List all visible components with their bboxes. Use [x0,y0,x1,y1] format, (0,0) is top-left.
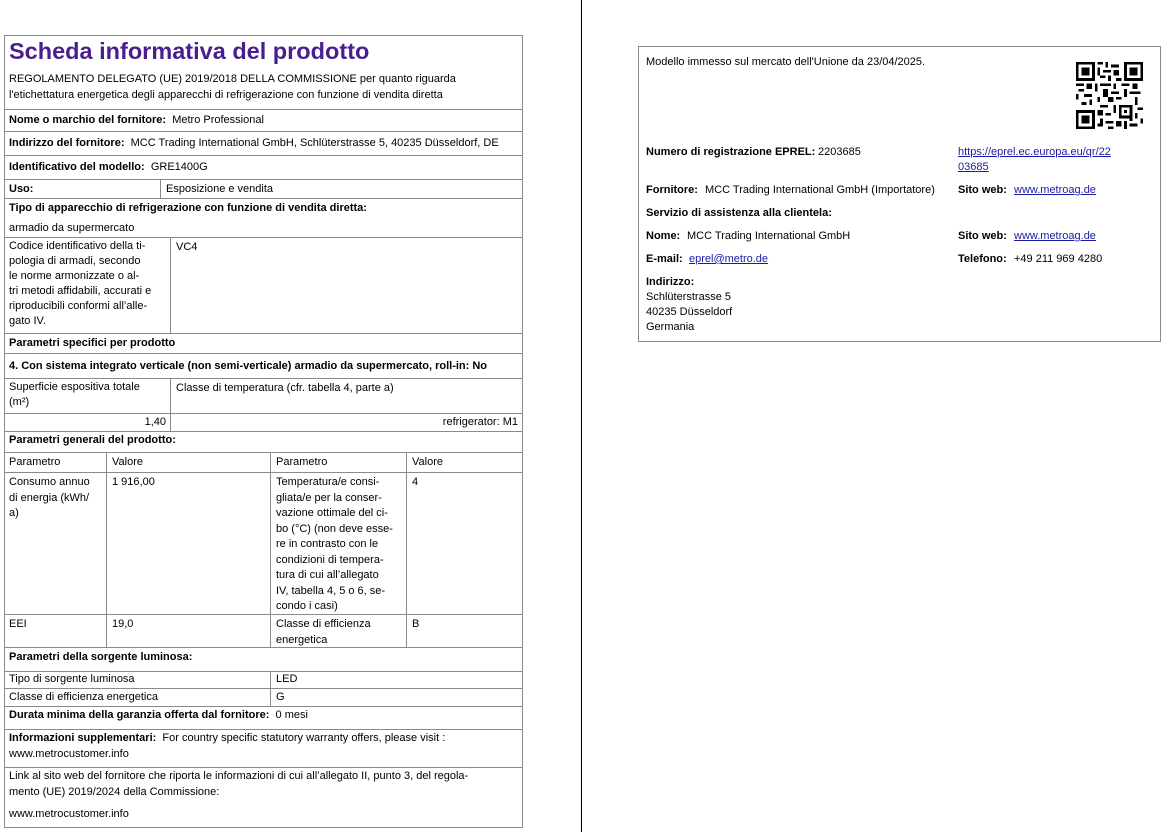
energy-label: Consumo annuo di energia (kWh/ a) [9,476,90,519]
col-param-header-2: Parametro [276,456,328,468]
supplier-label: Fornitore: [646,184,698,196]
light-source-heading-row [5,647,522,671]
light-type-label: Tipo di sorgente luminosa [9,673,135,685]
light-class-value: G [276,691,285,703]
general-params-heading-row [5,431,522,452]
address-line-3: Germania [646,321,695,333]
cabinet-code-label: Codice identificativo della ti- pologia di armadi, secondo le norme armonizzate o al- tri metodi affidabili, accurati e riproducibili conformi all’alle- gato IV. [9,240,152,327]
general-params-header-row [5,452,522,472]
energy-temperature-row [5,472,522,614]
eei-value: 19,0 [112,618,134,630]
eei-label: EEI [9,618,27,630]
service-website-label: Sito web: [958,230,1007,242]
cabinet-code-row [5,237,522,333]
display-area-row [5,378,522,413]
additional-info-value: For country specific statutory warranty offers, please visit : [162,732,446,744]
service-website-link[interactable]: www.metroag.de [1014,230,1096,242]
email-link[interactable]: eprel@metro.de [689,253,769,265]
col-param-header-1: Parametro [9,456,61,468]
temperature-value: 4 [412,476,419,488]
system-line: 4. Con sistema integrato verticale (non semi-verticale) armadio da supermercato, roll-in: No [9,360,488,372]
model-id-label: Identificativo del modello: [9,161,145,173]
eprel-url-line-1[interactable]: https://eprel.ec.europa.eu/qr/22 [958,146,1111,158]
eprel-value: 2203685 [818,146,861,158]
page-divider [581,0,582,832]
display-area-value: 1,40 [144,416,166,428]
col-value-header-1: Valore [112,456,143,468]
address-label: Indirizzo: [646,276,695,288]
eprel-info-box [638,46,1161,342]
regulation-row [5,71,522,109]
temp-class-value: refrigerator: M1 [442,416,518,428]
warranty-label: Durata minima della garanzia offerta dal fornitore: [9,709,270,721]
website-label: Sito web: [958,184,1007,196]
appliance-type-label: Tipo di apparecchio di refrigerazione con funzione di vendita diretta: [9,202,367,214]
model-id-value: GRE1400G [150,161,208,173]
supplier-address-value: MCC Trading International GmbH, Schlüterstrasse 5, 40235 Düsseldorf, DE [130,137,499,149]
appliance-type-row [5,198,522,237]
product-info-sheet [4,35,523,828]
light-class-label: Classe di efficienza energetica [9,691,158,703]
eprel-label: Numero di registrazione EPREL: [646,146,816,158]
use-row [5,179,522,198]
title-row [5,36,522,73]
efficiency-value: B [412,618,420,630]
page-title: Scheda informativa del prodotto [9,38,370,64]
general-params-heading: Parametri generali del prodotto: [9,434,176,446]
supplier-name-value: Metro Professional [172,114,264,126]
service-name-label: Nome: [646,230,681,242]
light-type-value: LED [276,673,298,685]
temp-class-label: Classe di temperatura (cfr. tabella 4, parte a) [176,382,394,394]
supplier-name-label: Nome o marchio del fornitore: [9,114,167,126]
col-value-header-2: Valore [412,456,443,468]
specific-params-heading: Parametri specifici per prodotto [9,337,176,349]
display-area-values-row [5,413,522,431]
weblink-url[interactable]: www.metrocustomer.info [9,808,129,820]
weblink-text-line-1: Link al sito web del fornitore che riporta le informazioni di cui all’allegato II, punto 3, del regola- [9,770,469,782]
cabinet-code-value: VC4 [176,241,198,253]
appliance-type-value: armadio da supermercato [9,221,135,234]
regulation-text: REGOLAMENTO DELEGATO (UE) 2019/2018 DELLA COMMISSIONE per quanto riguarda l'etichettatura energetica degli apparecchi di refrigerazione con funzione di vendita diretta [9,73,456,101]
weblink-row [5,767,522,829]
energy-value: 1 916,00 [112,476,155,488]
placed-on-market-text: Modello immesso sul mercato dell'Unione da 23/04/2025. [646,56,926,68]
customer-service-label: Servizio di assistenza alla clientela: [646,207,832,219]
warranty-row [5,706,522,729]
email-label: E-mail: [646,253,683,265]
use-label: Uso: [9,183,34,195]
supplier-address-label: Indirizzo del fornitore: [9,137,125,149]
light-source-heading: Parametri della sorgente luminosa: [9,651,193,663]
display-area-label: Superficie espositiva totale (m²) [9,381,140,408]
website-link[interactable]: www.metroag.de [1014,184,1096,196]
warranty-value: 0 mesi [275,709,308,721]
service-name-value: MCC Trading International GmbH [687,230,851,242]
specific-params-row [5,333,522,353]
light-type-row [5,671,522,688]
phone-label: Telefono: [958,253,1007,265]
additional-info-url[interactable]: www.metrocustomer.info [9,747,129,760]
eei-efficiency-row [5,614,522,647]
efficiency-label: Classe di efficienza energetica [276,618,371,646]
weblink-text-line-2: mento (UE) 2019/2024 della Commissione: [9,785,220,798]
address-line-2: 40235 Düsseldorf [646,306,733,318]
eprel-url-line-2[interactable]: 03685 [958,161,989,173]
phone-value: +49 211 969 4280 [1014,253,1103,265]
additional-info-label: Informazioni supplementari: [9,732,157,744]
address-line-1: Schlüterstrasse 5 [646,291,731,303]
temperature-label: Temperatura/e consi- gliata/e per la conser- vazione ottimale del ci- bo (°C) (non deve esse- re in contrasto con le condizioni di tempera- tura di cui all’allegato IV, tabella 4, 5 o 6, se- condo i casi) [276,476,393,612]
use-value: Esposizione e vendita [166,183,274,195]
qr-code[interactable] [1076,62,1143,129]
supplier-name-row [5,109,522,131]
model-id-row [5,155,522,179]
additional-info-row [5,729,522,767]
system-row [5,353,522,378]
supplier-value: MCC Trading International GmbH (Importatore) [705,184,935,196]
light-class-row [5,688,522,706]
supplier-address-row [5,131,522,155]
